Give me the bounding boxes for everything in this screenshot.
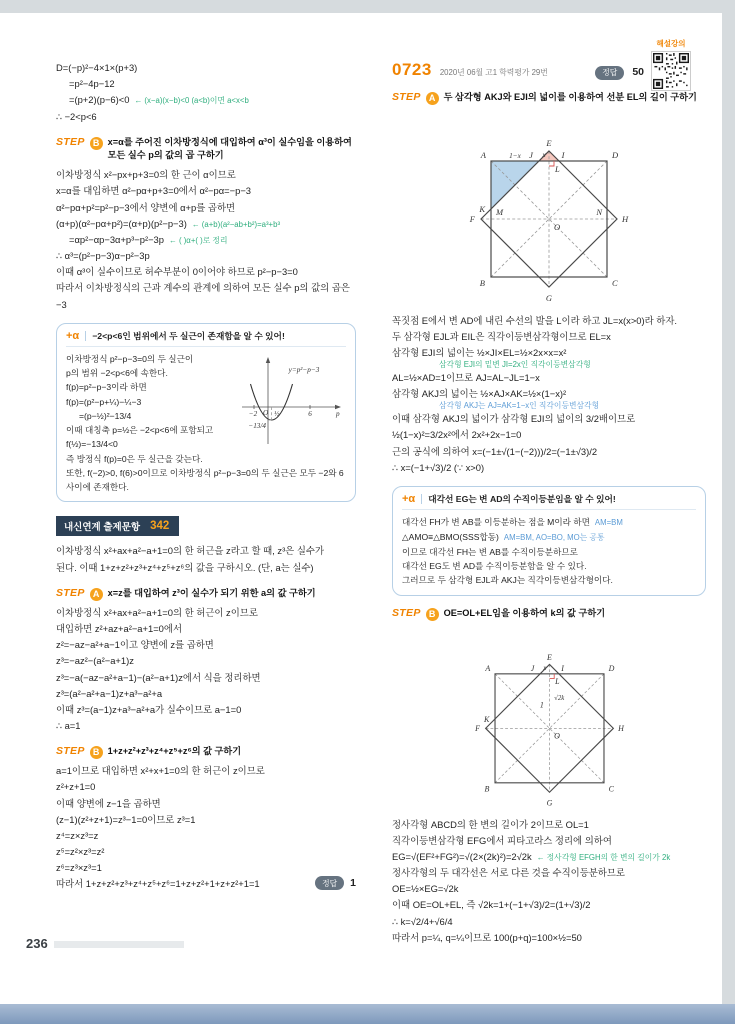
text-line: 삼각형 AKJ의 넓이는 ½×AJ×AK=½×(1−x)² bbox=[392, 388, 567, 400]
tick-half: ½ bbox=[274, 409, 280, 418]
text-line: =(p+2)(p−6)<0 ← (x−a)(x−b)<0 (a<b)이면 a<x<b bbox=[69, 94, 249, 106]
lecture-label: 해설강의 bbox=[656, 39, 686, 48]
label-C: C bbox=[608, 783, 614, 793]
linked-problem-badge bbox=[56, 516, 179, 536]
annotation-note: ← 정사각형 EFGH의 한 변의 길이가 2k bbox=[536, 852, 671, 862]
text-line: EG=√(EF²+FG²)=√(2×(2k)²)=2√2k ← 정사각형 EFGH의 한 변의 길이가 2k bbox=[392, 850, 671, 862]
text-line: ∴ −2<p<6 bbox=[56, 110, 97, 122]
text-line: z³=(a²−a²+a−1)z+a³−a²+a bbox=[56, 687, 163, 699]
text-line: z⁴=z×z³=z bbox=[56, 829, 99, 841]
label-M: M bbox=[496, 207, 504, 217]
geometry-diagram-1 bbox=[424, 109, 674, 307]
solution-block bbox=[392, 817, 706, 946]
text-line: 두 삼각형 EJL과 EIL은 직각이등변삼각형이므로 EL=x bbox=[392, 331, 611, 343]
text-line: ∴ α³=(p²−p−3)α−p²−3p bbox=[56, 250, 150, 262]
tip-title: 대각선 EG는 변 AD의 수직이등분임을 알 수 있어! bbox=[428, 493, 616, 504]
label-G: G bbox=[545, 293, 553, 303]
text-line: 이므로 대각선 FH는 변 AB를 수직이등분하므로 bbox=[402, 546, 578, 557]
tip-box-header bbox=[402, 493, 696, 510]
problem-source: 2020년 06월 고1 학력평가 29번 bbox=[439, 68, 548, 77]
label-D: D bbox=[608, 663, 614, 673]
curve-label: y=p²−p−3 bbox=[288, 365, 320, 374]
vertex-value: −13/4 bbox=[248, 421, 266, 430]
text-line: 이차방정식 x²+ax+a²−a+1=0의 한 허근을 z라고 할 때, z³은 실수가 bbox=[56, 545, 325, 557]
text-line: D=(−p)²−4×1×(p+3) bbox=[56, 62, 138, 73]
step-title: x=z를 대입하여 z³이 실수가 되기 위한 a의 값 구하기 bbox=[107, 587, 316, 598]
text-line: 직각이등변삼각형 EFG에서 피타고라스 정리에 의하여 bbox=[392, 834, 612, 846]
linked-problem-bar bbox=[56, 516, 356, 536]
text-line: z⁶=z³×z³=1 bbox=[56, 862, 102, 874]
final-answer-line bbox=[56, 876, 356, 890]
tick-minus2: −2 bbox=[248, 409, 258, 418]
label-F: F bbox=[469, 214, 475, 224]
text-line: 이때 z³=(a−1)z+a³−a²+a가 실수이므로 a−1=0 bbox=[56, 703, 242, 715]
answer-value: 50 bbox=[632, 66, 644, 78]
label-A: A bbox=[480, 150, 486, 160]
text-line: 또한, f(−2)>0, f(6)>0이므로 이차방정식 p²−p−3=0의 두 실근은 모두 −2와 6 사이에 존재한다. bbox=[66, 467, 344, 493]
text-line: z²=−az−a²+a−1이고 양변에 z를 곱하면 bbox=[56, 639, 214, 651]
annotation-note: 삼각형 AKJ는 AJ=AK=1−x인 직각이등변삼각형 bbox=[439, 400, 600, 410]
text-line: x=α를 대입하면 α²−pα+p+3=0에서 α²−pα=−p−3 bbox=[56, 185, 252, 197]
text-line: p의 범위 −2<p<6에 속한다. bbox=[66, 368, 168, 379]
step-header bbox=[56, 136, 356, 164]
plus-alpha-tag: +α bbox=[402, 492, 416, 505]
text-line: α²−pα+p²=p²−p−3에서 양변에 α+p를 곱하면 bbox=[56, 201, 236, 213]
label-B: B bbox=[479, 278, 485, 288]
text-line: 이때 삼각형 AKJ의 넓이가 삼각형 EJI의 넓이의 3/2배이므로 bbox=[392, 413, 636, 425]
plus-alpha-tag: +α bbox=[66, 329, 80, 342]
step-title: 1+z+z²+z³+z⁴+z⁵+z⁶의 값 구하기 bbox=[107, 746, 242, 757]
label-I: I bbox=[560, 663, 564, 673]
answer-badge: 정답 bbox=[315, 876, 344, 890]
step-header bbox=[392, 91, 706, 105]
label-G: G bbox=[546, 797, 552, 807]
step-letter-badge: A bbox=[426, 92, 439, 105]
step-header bbox=[392, 607, 706, 621]
step-word: STEP bbox=[392, 91, 421, 103]
text-line: 이때 대칭축 p=½은 −2<p<6에 포함되고 bbox=[66, 425, 214, 436]
right-column bbox=[392, 60, 706, 946]
annotation-note: AM=BM bbox=[594, 517, 623, 527]
page-edge-bottom bbox=[0, 1004, 735, 1024]
text-line: ½(1−x)²=3/2x²에서 2x²+2x−1=0 bbox=[392, 429, 522, 441]
text-line: (α+p)(α²−pα+p²)=(α+p)(p²−p−3) ← (a+b)(a²−ab+b²)=a³+b³ bbox=[56, 217, 281, 229]
text-line: z³=−az²−(a²−a+1)z bbox=[56, 655, 134, 667]
tip-box-header bbox=[66, 330, 346, 347]
label-O: O bbox=[554, 222, 561, 232]
tip-box bbox=[56, 323, 356, 503]
text-line: 따라서 이차방정식의 근과 계수의 관계에 의하여 모든 실수 p의 값의 곱은 −3 bbox=[56, 282, 350, 310]
text-line bbox=[392, 399, 706, 412]
text-line: 대각선 EG도 변 AD를 수직이등분함을 알 수 있다. bbox=[402, 561, 587, 572]
annotation-note: ← ( )α+( )로 정리 bbox=[168, 235, 228, 245]
tip-box bbox=[392, 486, 706, 596]
step-word: STEP bbox=[56, 586, 85, 599]
text-line: f(p)=p²−p−3이라 하면 bbox=[66, 382, 147, 393]
tip-body bbox=[402, 515, 696, 588]
label-K: K bbox=[479, 204, 485, 214]
text-line: 된다. 이때 1+z+z²+z³+z⁴+z⁵+z⁶의 값을 구하시오. (단, a는 실수) bbox=[56, 561, 314, 573]
annotation-note: ← (x−a)(x−b)<0 (a<b)이면 a<x<b bbox=[134, 96, 249, 106]
text-line: 즉 방정식 f(p)=0은 두 실근을 갖는다. bbox=[66, 453, 203, 464]
label-H: H bbox=[617, 723, 624, 733]
text-line: (z−1)(z²+z+1)=z³−1=0이므로 z³=1 bbox=[56, 813, 196, 825]
page-edge-right bbox=[722, 0, 735, 1024]
text-line: z²+z+1=0 bbox=[56, 781, 96, 793]
annotation-note: 삼각형 EJI의 밑변 JI=2x인 직각이등변삼각형 bbox=[439, 359, 591, 369]
text-line: 이때 OE=OL+EL, 즉 √2k=1+(−1+√3)/2=(1+√3)/2 bbox=[392, 899, 591, 911]
label-I: I bbox=[561, 150, 565, 160]
text-line: z⁵=z²×z³=z² bbox=[56, 846, 105, 858]
text-line: △AMO≡△BMO(SSS합동) AM=BM, AO=BO, MO는 공통 bbox=[402, 531, 605, 542]
text-line: a=1이므로 대입하면 x²+x+1=0의 한 허근이 z이므로 bbox=[56, 765, 265, 777]
step-header bbox=[56, 745, 356, 759]
page-number: 236 bbox=[26, 936, 48, 951]
step-title: x=α를 주어진 이차방정식에 대입하여 α³이 실수임을 이용하여 모든 실수 p의 값의 곱 구하기 bbox=[107, 136, 352, 161]
label-x: x bbox=[542, 151, 546, 159]
step-letter-badge: B bbox=[90, 137, 103, 150]
problem-header bbox=[392, 60, 644, 80]
label-K: K bbox=[483, 714, 489, 724]
label-1-minus-x: 1−x bbox=[509, 152, 521, 160]
intro-math-block bbox=[56, 60, 356, 125]
label-x: x bbox=[542, 664, 546, 672]
problem-number: 0723 bbox=[392, 60, 432, 79]
text-line: 이차방정식 x²−px+p+3=0의 한 근이 α이므로 bbox=[56, 169, 236, 181]
divider bbox=[421, 494, 422, 504]
tip-lines bbox=[402, 515, 696, 588]
label-length-1: 1 bbox=[539, 700, 544, 710]
text-line: 따라서 p=¼, q=¼이므로 100(p+q)=100×½=50 bbox=[392, 931, 582, 943]
step-word: STEP bbox=[56, 135, 85, 148]
text-line: =p²−4p−12 bbox=[69, 78, 115, 90]
solution-block bbox=[56, 167, 356, 313]
step-word: STEP bbox=[56, 745, 85, 758]
text-line: 이차방정식 p²−p−3=0의 두 실근이 bbox=[66, 353, 194, 364]
label-N: N bbox=[596, 207, 602, 217]
page-number-bar bbox=[54, 941, 184, 948]
label-H: H bbox=[622, 214, 629, 224]
annotation-note: ← (a+b)(a²−ab+b²)=a³+b³ bbox=[191, 219, 281, 229]
text-line: ∴ a=1 bbox=[56, 720, 81, 732]
text-line: 정사각형의 두 대각선은 서로 다른 것을 수직이등분하므로 bbox=[392, 867, 625, 879]
solution-block bbox=[56, 605, 356, 734]
text-line: f(½)=−13/4<0 bbox=[66, 439, 118, 450]
text-line: 삼각형 EJI의 넓이는 ½×JI×EL=½×2x×x=x² bbox=[392, 347, 567, 359]
origin-label: O bbox=[263, 408, 269, 417]
text-line: 이때 양변에 z−1을 곱하면 bbox=[56, 797, 161, 809]
label-D: D bbox=[612, 150, 619, 160]
divider bbox=[85, 331, 86, 341]
annotation-note: AM=BM, AO=BO, MO는 공통 bbox=[503, 532, 605, 542]
label-J: J bbox=[529, 150, 533, 160]
step-title: 두 삼각형 AKJ와 EJI의 넓이를 이용하여 선분 EL의 길이 구하기 bbox=[443, 92, 697, 102]
text-line: =αp²−αp−3α+p³−p²−3p ← ( )α+( )로 정리 bbox=[69, 233, 228, 245]
label-L: L bbox=[555, 164, 560, 174]
text-line: ∴ x=(−1+√3)/2 (∵ x>0) bbox=[392, 461, 485, 473]
text-line: 이차방정식 x²+ax+a²−a+1=0의 한 허근이 z이므로 bbox=[56, 606, 258, 618]
label-A: A bbox=[484, 663, 490, 673]
label-L: L bbox=[554, 676, 560, 686]
label-E: E bbox=[546, 138, 552, 148]
solution-block bbox=[392, 313, 706, 476]
label-C: C bbox=[612, 278, 618, 288]
solution-block bbox=[56, 763, 356, 876]
answer-badge: 정답 bbox=[595, 66, 624, 80]
text-line: 이때 α³이 실수이므로 허수부분이 0이어야 하므로 p²−p−3=0 bbox=[56, 266, 298, 278]
text-line: =(p−½)²−13/4 bbox=[79, 410, 132, 421]
text-line: f(p)=(p²−p+¼)−¼−3 bbox=[66, 396, 142, 407]
left-column bbox=[56, 60, 356, 890]
label-J: J bbox=[530, 663, 534, 673]
step-letter-badge: B bbox=[426, 608, 439, 621]
text-line: 대각선 FH가 변 AB를 이등분하는 점을 M이라 하면 AM=BM bbox=[402, 516, 623, 527]
label-B: B bbox=[484, 783, 489, 793]
label-F: F bbox=[474, 723, 480, 733]
axis-p-label: p bbox=[336, 409, 340, 418]
step-letter-badge: A bbox=[90, 588, 103, 601]
tip-title: −2<p<6인 범위에서 두 실근이 존재함을 알 수 있어! bbox=[92, 330, 285, 341]
text-line: AL=½×AD=1이므로 AJ=AL−JL=1−x bbox=[392, 372, 540, 384]
label-root2k: √2k bbox=[553, 694, 564, 702]
text-line: 근의 공식에 의하여 x=(−1±√(1−(−2)))/2=(−1±√3)/2 bbox=[392, 445, 598, 457]
linked-problem-number: 342 bbox=[150, 520, 170, 533]
text-line: 그러므로 두 삼각형 EJL과 AKJ는 직각이등변삼각형이다. bbox=[402, 575, 613, 586]
text-line: 꼭짓점 E에서 변 AD에 내린 수선의 발을 L이라 하고 JL=x(x>0)라 하자. bbox=[392, 315, 678, 326]
text-line bbox=[392, 358, 706, 371]
text-line: z³=−a(−az−a²+a−1)−(a²−a+1)z에서 식을 정리하면 bbox=[56, 671, 261, 683]
label-O: O bbox=[553, 731, 560, 741]
text-line: OE=½×EG=√2k bbox=[392, 883, 459, 895]
text-line: ∴ k=√2/4+√6/4 bbox=[392, 915, 453, 927]
tick-6: 6 bbox=[308, 409, 312, 418]
tip-body bbox=[66, 352, 346, 495]
label-E: E bbox=[546, 652, 552, 662]
page-edge-top bbox=[0, 0, 735, 13]
text-line: 정사각형 ABCD의 한 변의 길이가 2이므로 OL=1 bbox=[392, 818, 589, 830]
geometry-diagram-2 bbox=[432, 625, 667, 811]
text-line: 대입하면 z²+az+a²−a+1=0에서 bbox=[56, 623, 183, 634]
step-word: STEP bbox=[392, 606, 421, 619]
step-title: OE=OL+EL임을 이용하여 k의 값 구하기 bbox=[443, 607, 606, 618]
answer-value: 1 bbox=[350, 877, 356, 890]
step-letter-badge: B bbox=[90, 746, 103, 759]
parabola-graph bbox=[238, 352, 346, 448]
final-expression: 따라서 1+z+z²+z³+z⁴+z⁵+z⁶=1+z+z²+1+z+z²+1=1 bbox=[56, 878, 260, 890]
step-header bbox=[56, 587, 356, 601]
linked-badge-label: 내신연계 출제문항 bbox=[64, 522, 141, 534]
linked-problem-text bbox=[56, 543, 356, 575]
